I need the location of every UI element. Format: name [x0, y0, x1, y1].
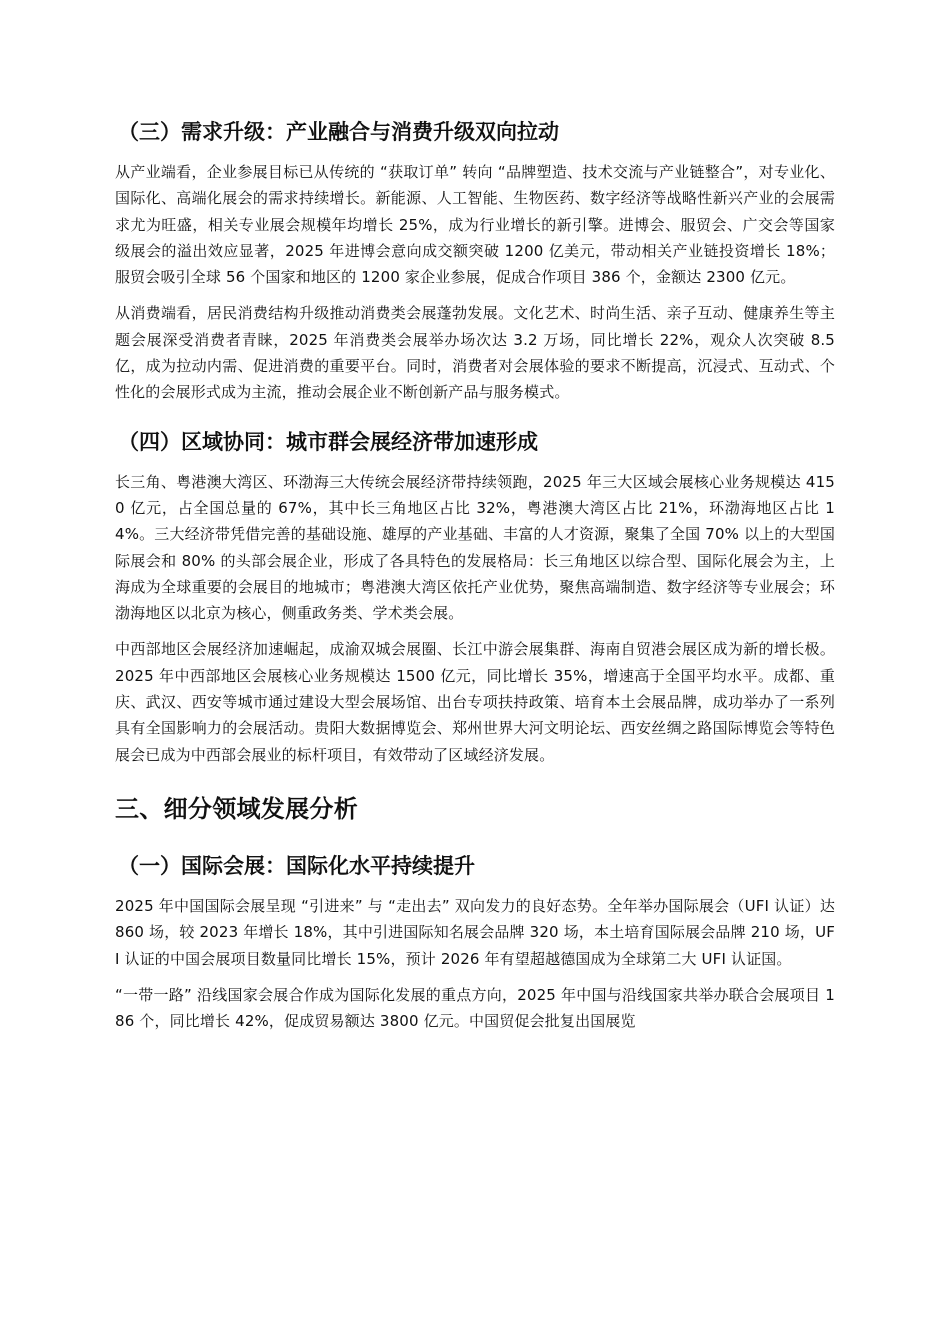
- paragraph-belt-and-road: “一带一路” 沿线国家会展合作成为国际化发展的重点方向，2025 年中国与沿线国家共举办联合会展项目 186 个，同比增长 42%，促成贸易额达 3800 亿元。中国贸促会批复出国展览: [115, 985, 835, 1031]
- paragraph-three-economic-belts: 长三角、粤港澳大湾区、环渤海三大传统会展经济带持续领跑，2025 年三大区域会展核心业务规模达 4150 亿元，占全国总量的 67%，其中长三角地区占比 32%，粤港澳大湾区占比 21%，环渤海地区占比 14%。三大经济带凭借完善的基础设施、雄厚的产业基础、丰富的人才资源，聚集了全国 70% 以上的大型国际展会和 80% 的头部会展企业，形成了各具特色的发展格局：长三角地区以综合型、国际化展会为主，上海成为全球重要的会展目的地城市；粤港澳大湾区依托产业优势，聚焦高端制造、数字经济等专业展会；环渤海地区以北京为核心，侧重政务类、学术类会展。: [115, 472, 835, 623]
- section-heading-regional-synergy: （四）区域协同：城市群会展经济带加速形成: [118, 429, 538, 454]
- document-page: [115, 112, 835, 1034]
- paragraph-consumer-side: 从消费端看，居民消费结构升级推动消费类会展蓬勃发展。文化艺术、时尚生活、亲子互动、健康养生等主题会展深受消费者青睐，2025 年消费类会展举办场次达 3.2 万场，同比增长 22%，观众人次突破 8.5 亿，成为拉动内需、促进消费的重要平台。同时，消费者对会展体验的要求不断提高，沉浸式、互动式、个性化的会展形式成为主流，推动会展企业不断创新产品与服务模式。: [115, 304, 835, 402]
- section-heading-international-exhibitions: （一）国际会展：国际化水平持续提升: [118, 853, 475, 878]
- chapter-heading-segment-analysis: 三、细分领域发展分析: [115, 794, 358, 823]
- section-heading-demand-upgrade: （三）需求升级：产业融合与消费升级双向拉动: [118, 120, 559, 144]
- paragraph-industry-side: 从产业端看，企业参展目标已从传统的 “获取订单” 转向 “品牌塑造、技术交流与产业链整合”，对专业化、国际化、高端化展会的需求持续增长。新能源、人工智能、生物医药、数字经济等战略性新兴产业的会展需求尤为旺盛，相关专业展会规模年均增长 25%，成为行业增长的新引擎。进博会、服贸会、广交会等国家级展会的溢出效应显著，2025 年进博会意向成交额突破 1200 亿美元，带动相关产业链投资增长 18%；服贸会吸引全球 56 个国家和地区的 1200 家企业参展，促成合作项目 386 个，金额达 2300 亿元。: [115, 163, 835, 287]
- paragraph-central-western-rise: 中西部地区会展经济加速崛起，成渝双城会展圈、长江中游会展集群、海南自贸港会展区成为新的增长极。2025 年中西部地区会展核心业务规模达 1500 亿元，同比增长 35%，增速高于全国平均水平。成都、重庆、武汉、西安等城市通过建设大型会展场馆、出台专项扶持政策、培育本土会展品牌，成功举办了一系列具有全国影响力的会展活动。贵阳大数据博览会、郑州世界大河文明论坛、西安丝绸之路国际博览会等特色展会已成为中西部会展业的标杆项目，有效带动了区域经济发展。: [115, 640, 835, 764]
- paragraph-international-exhibitions: 2025 年中国国际会展呈现 “引进来” 与 “走出去” 双向发力的良好态势。全年举办国际展会（UFI 认证）达 860 场，较 2023 年增长 18%，其中引进国际知名展会品牌 320 场，本土培育国际展会品牌 210 场，UFI 认证的中国会展项目数量同比增长 15%，预计 2026 年有望超越德国成为全球第二大 UFI 认证国。: [115, 896, 835, 968]
